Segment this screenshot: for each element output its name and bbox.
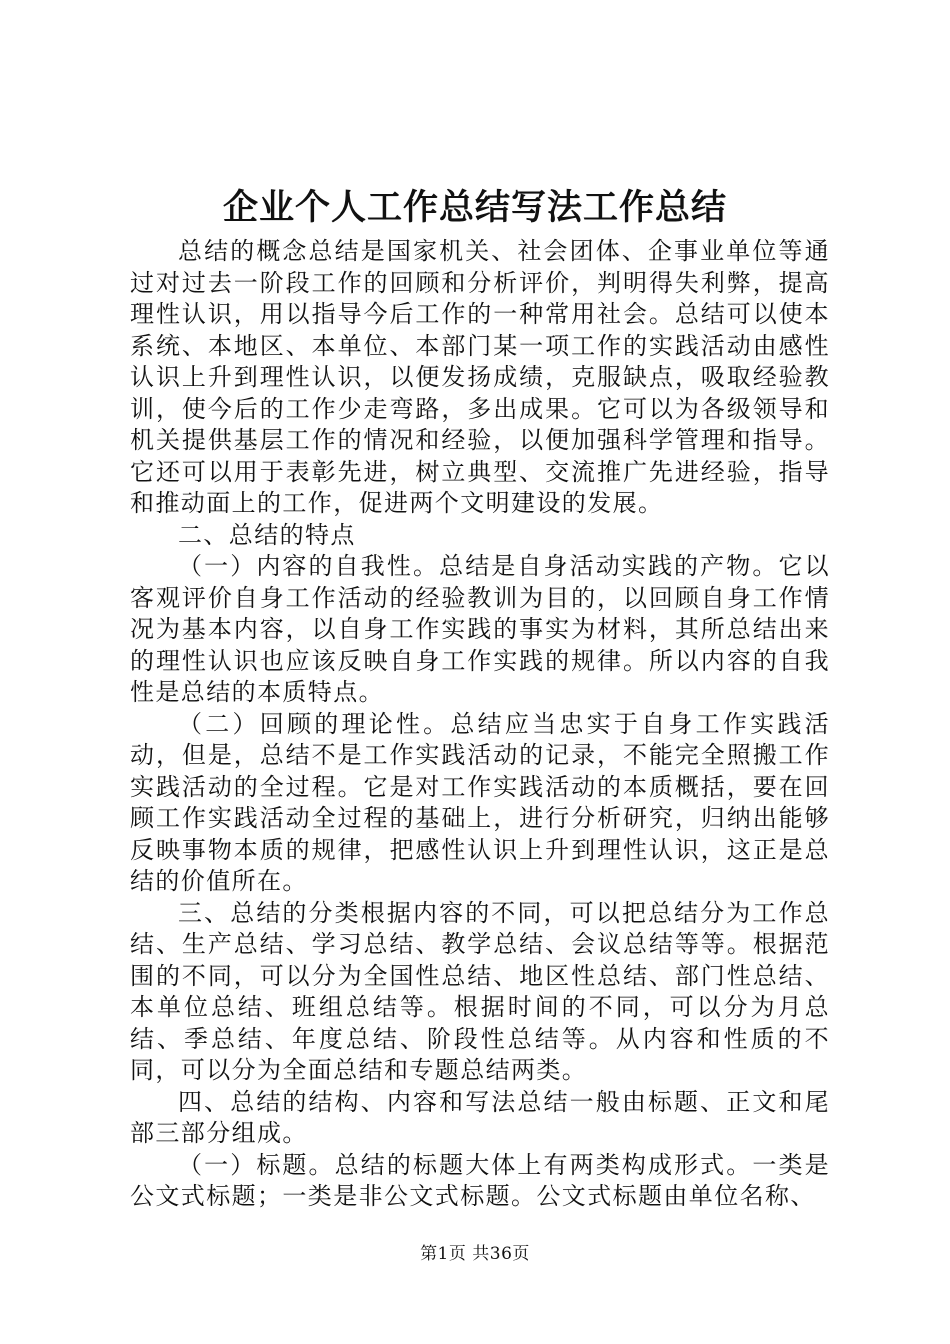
page-number-footer: 第1页 共36页 bbox=[420, 1244, 530, 1264]
document-body bbox=[130, 236, 830, 1213]
paragraph: （一）内容的自我性。总结是自身活动实践的产物。它以客观评价自身工作活动的经验教训为目的，以回顾自身工作情况为基本内容，以自身工作实践的事实为材料，其所总结出来的理性认识也应该反映自身工作实践的规律。所以内容的自我性是总结的本质特点。 bbox=[130, 552, 830, 706]
section-heading: 二、总结的特点 bbox=[178, 520, 356, 549]
paragraph: 总结的概念总结是国家机关、社会团体、企事业单位等通过对过去一阶段工作的回顾和分析评价，判明得失利弊，提高理性认识，用以指导今后工作的一种常用社会。总结可以使本系统、本地区、本单位、本部门某一项工作的实践活动由感性认识上升到理性认识，以便发扬成绩，克服缺点，吸取经验教训，使今后的工作少走弯路，多出成果。它可以为各级领导和机关提供基层工作的情况和经验，以便加强科学管理和指导。它还可以用于表彰先进，树立典型、交流推广先进经验，指导和推动面上的工作，促进两个文明建设的发展。 bbox=[130, 237, 830, 517]
paragraph: （一）标题。总结的标题大体上有两类构成形式。一类是公文式标题；一类是非公文式标题。公文式标题由单位名称、 bbox=[130, 1150, 830, 1210]
document-title: 企业个人工作总结写法工作总结 bbox=[222, 187, 727, 228]
paragraph: 四、总结的结构、内容和写法总结一般由标题、正文和尾部三部分组成。 bbox=[130, 1087, 830, 1147]
paragraph: 三、总结的分类根据内容的不同，可以把总结分为工作总结、生产总结、学习总结、教学总结、会议总结等等。根据范围的不同，可以分为全国性总结、地区性总结、部门性总结、本单位总结、班组总结等。根据时间的不同，可以分为月总结、季总结、年度总结、阶段性总结等。从内容和性质的不同，可以分为全面总结和专题总结两类。 bbox=[130, 898, 830, 1084]
paragraph: （二）回顾的理论性。总结应当忠实于自身工作实践活动，但是，总结不是工作实践活动的记录，不能完全照搬工作实践活动的全过程。它是对工作实践活动的本质概括，要在回顾工作实践活动全过程的基础上，进行分析研究，归纳出能够反映事物本质的规律，把感性认识上升到理性认识，这正是总结的价值所在。 bbox=[130, 709, 830, 895]
